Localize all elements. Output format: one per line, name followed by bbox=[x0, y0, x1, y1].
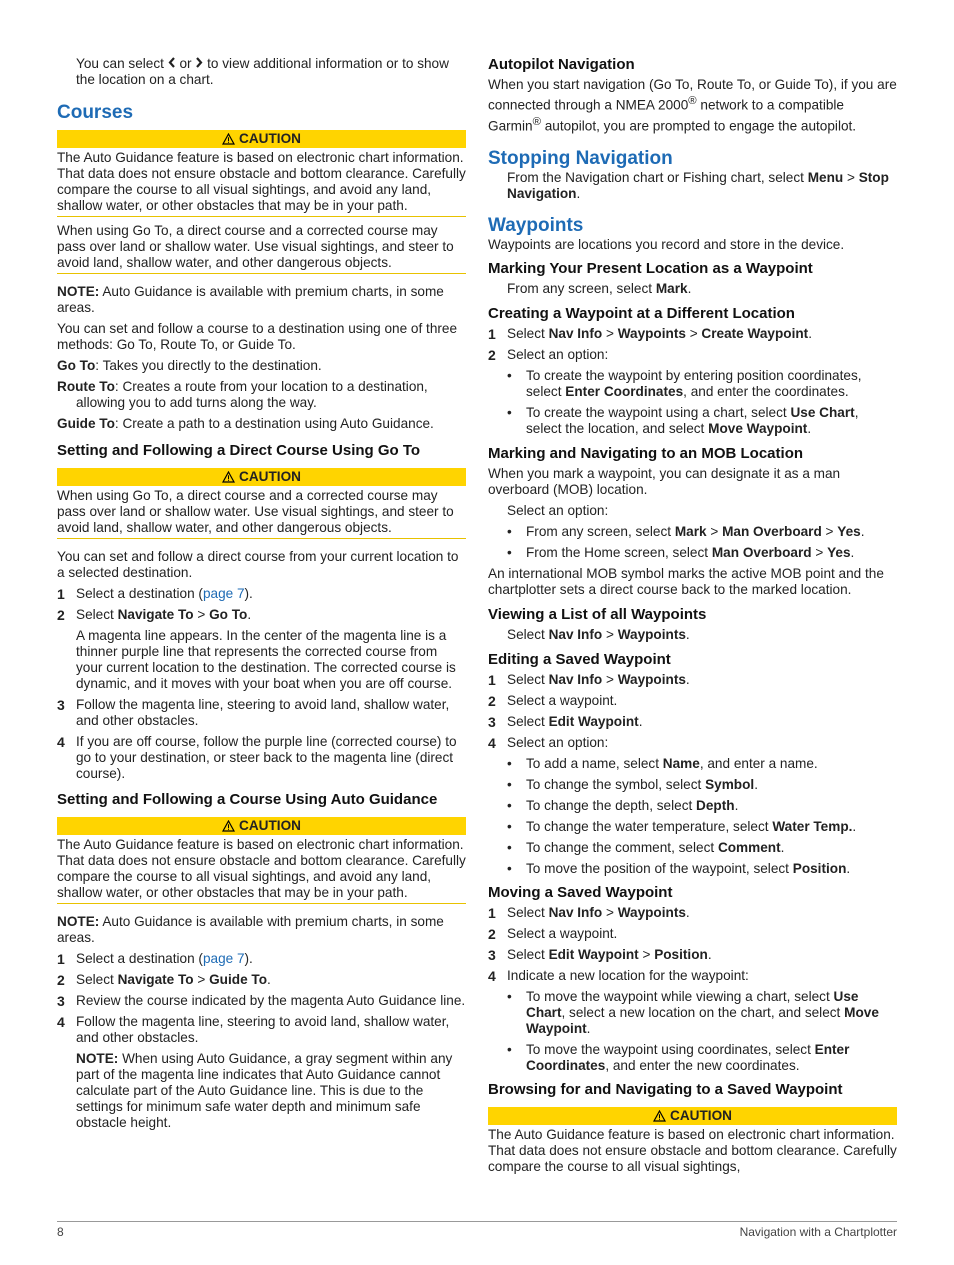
paragraph: Select an option: bbox=[507, 503, 609, 519]
left-column bbox=[57, 56, 466, 1136]
section-heading: Editing a Saved Waypoint bbox=[488, 651, 671, 669]
step: 2 Select Navigate To > Guide To. bbox=[57, 972, 271, 988]
paragraph: When you mark a waypoint, you can designate it as a man overboard (MOB) location. bbox=[488, 466, 841, 498]
definition-routeto: Route To: Creates a route from your location to a destination, allowing you to add turns along the way. bbox=[57, 379, 428, 410]
paragraph: Waypoints are locations you record and store in the device. bbox=[488, 237, 845, 253]
warning-triangle-icon bbox=[222, 131, 239, 146]
step: 1 Select Nav Info > Waypoints > Create Waypoint. bbox=[488, 326, 812, 343]
page-footer bbox=[57, 1221, 897, 1240]
note: NOTE: Auto Guidance is available with premium charts, in some areas. bbox=[57, 284, 444, 315]
chevron-left-icon bbox=[168, 56, 176, 71]
caution-text: The Auto Guidance feature is based on electronic chart information. That data does not ensure obstacle and bottom clearance. Carefully compare the course to all visual sightings, and avoid any land, shallow water, or other obstacles that may be in your path. bbox=[57, 150, 466, 217]
section-heading: Setting and Following a Course Using Auto Guidance bbox=[57, 791, 438, 808]
list-item: • To change the depth, select Depth. bbox=[507, 798, 739, 814]
paragraph: From any screen, select Mark. bbox=[507, 281, 692, 297]
step: 2 Select a waypoint. bbox=[488, 926, 618, 943]
caution-bar: CAUTION bbox=[488, 1107, 897, 1125]
intro-paragraph: You can select or to view additional information or to show the location on a chart. bbox=[76, 56, 449, 87]
section-heading: Browsing for and Navigating to a Saved Waypoint bbox=[488, 1081, 843, 1099]
list-item: • To change the symbol, select Symbol. bbox=[507, 777, 758, 793]
step: 2 Select an option: bbox=[488, 347, 609, 364]
page-number: 8 bbox=[57, 1225, 64, 1239]
paragraph: An international MOB symbol marks the active MOB point and the chartplotter sets a direct course back to the marked location. bbox=[488, 566, 884, 598]
page-link[interactable]: page 7 bbox=[202, 951, 245, 966]
paragraph: When you start navigation (Go To, Route To, or Guide To), if you are connected through a NMEA 2000® network to a compatible Garmin® autopilot, you are prompted to engage the autopilot. bbox=[488, 77, 897, 134]
page-link[interactable]: page 7 bbox=[202, 586, 245, 601]
section-heading: Moving a Saved Waypoint bbox=[488, 884, 673, 902]
waypoints-heading: Waypoints bbox=[488, 215, 584, 237]
list-item: • To add a name, select Name, and enter a name. bbox=[507, 756, 818, 772]
warning-triangle-icon bbox=[222, 469, 239, 484]
caution-bar: CAUTION bbox=[57, 130, 466, 148]
step: 1 Select Nav Info > Waypoints. bbox=[488, 905, 690, 922]
step: 3 Review the course indicated by the magenta Auto Guidance line. bbox=[57, 993, 466, 1009]
step: 3 Follow the magenta line, steering to avoid land, shallow water, and other obstacles. bbox=[57, 697, 450, 728]
step: 4 If you are off course, follow the purple line (corrected course) to go to your destination, or steer back to the magenta line (direct course). bbox=[57, 734, 457, 781]
list-item: • To change the water temperature, select Water Temp.. bbox=[507, 819, 857, 835]
section-heading: Autopilot Navigation bbox=[488, 56, 635, 73]
paragraph: From the Navigation chart or Fishing chart, select Menu > Stop Navigation. bbox=[507, 170, 889, 202]
chevron-right-icon bbox=[195, 56, 203, 71]
step: 4 Follow the magenta line, steering to avoid land, shallow water, and other obstacles. bbox=[57, 1014, 450, 1045]
methods-paragraph: You can set and follow a course to a destination using one of three methods: Go To, Route To, or Guide To. bbox=[57, 321, 458, 352]
step: 4 Select an option: bbox=[488, 735, 609, 752]
list-item: • From any screen, select Mark > Man Overboard > Yes. bbox=[507, 524, 865, 540]
caution-text: When using Go To, a direct course and a corrected course may pass over land or shallow water. Use visual sightings, and steer to avoid land, shallow water, and other dangerous objects. bbox=[57, 488, 466, 539]
warning-triangle-icon bbox=[222, 818, 239, 833]
step: 1 Select a destination (page 7). bbox=[57, 586, 253, 602]
list-item: • To create the waypoint by entering position coordinates, select Enter Coordinates, and enter the coordinates. bbox=[507, 368, 862, 400]
list-item: • From the Home screen, select Man Overboard > Yes. bbox=[507, 545, 855, 561]
step: 1 Select a destination (page 7). bbox=[57, 951, 253, 967]
section-heading: Setting and Following a Direct Course Using Go To bbox=[57, 442, 421, 459]
step: 3 Select Edit Waypoint > Position. bbox=[488, 947, 712, 964]
right-column bbox=[488, 56, 897, 1180]
step: 2 Select a waypoint. bbox=[488, 693, 618, 710]
step-description: A magenta line appears. In the center of the magenta line is a thinner purple line that represents the corrected course from your current location to the destination. The corrected course is dynamic, and it moves with your boat when you are off course. bbox=[76, 628, 456, 691]
caution-text: The Auto Guidance feature is based on electronic chart information. That data does not ensure obstacle and bottom clearance. Carefully compare the course to all visual sightings, bbox=[488, 1127, 897, 1175]
paragraph: Select Nav Info > Waypoints. bbox=[507, 627, 690, 643]
definition-goto: Go To: Takes you directly to the destination. bbox=[57, 358, 322, 373]
stopping-heading: Stopping Navigation bbox=[488, 148, 673, 170]
step: 3 Select Edit Waypoint. bbox=[488, 714, 643, 731]
footer-section-title: Navigation with a Chartplotter bbox=[739, 1225, 897, 1239]
caution-text: The Auto Guidance feature is based on electronic chart information. That data does not ensure obstacle and bottom clearance. Carefully compare the course to all visual sightings, and avoid any land, shallow water, or other obstacles that may be in your path. bbox=[57, 837, 466, 904]
step: 4 Indicate a new location for the waypoint: bbox=[488, 968, 749, 985]
courses-heading: Courses bbox=[57, 102, 134, 123]
warning-triangle-icon bbox=[653, 1108, 670, 1123]
section-heading: Viewing a List of all Waypoints bbox=[488, 606, 707, 624]
note: NOTE: Auto Guidance is available with premium charts, in some areas. bbox=[57, 914, 444, 945]
caution-text: When using Go To, a direct course and a corrected course may pass over land or shallow water. Use visual sightings, and steer to avoid land, shallow water, and other dangerous objects. bbox=[57, 223, 466, 274]
step: 1 Select Nav Info > Waypoints. bbox=[488, 672, 690, 689]
caution-bar: CAUTION bbox=[57, 817, 466, 835]
step-note: NOTE: When using Auto Guidance, a gray segment within any part of the magenta line indicates that Auto Guidance cannot calculate part of the Auto Guidance line. This is due to the settings for minimum safe water depth and minimum safe obstacle height. bbox=[76, 1051, 453, 1130]
list-item: • To move the waypoint using coordinates, select Enter Coordinates, and enter the new coordinates. bbox=[507, 1042, 850, 1074]
step: 2 Select Navigate To > Go To. bbox=[57, 607, 252, 623]
section-heading: Marking Your Present Location as a Waypoint bbox=[488, 260, 813, 278]
caution-bar: CAUTION bbox=[57, 468, 466, 486]
list-item: • To change the comment, select Comment. bbox=[507, 840, 785, 856]
section-heading: Marking and Navigating to an MOB Location bbox=[488, 445, 804, 463]
definition-guideto: Guide To: Create a path to a destination using Auto Guidance. bbox=[57, 416, 434, 431]
list-item: • To create the waypoint using a chart, select Use Chart, select the location, and select Move Waypoint. bbox=[507, 405, 859, 437]
list-item: • To move the waypoint while viewing a chart, select Use Chart, select a new location on the chart, and select Move Waypoint. bbox=[507, 989, 879, 1037]
paragraph: You can set and follow a direct course from your current location to a selected destination. bbox=[57, 549, 459, 580]
list-item: • To move the position of the waypoint, select Position. bbox=[507, 861, 851, 877]
section-heading: Creating a Waypoint at a Different Location bbox=[488, 305, 795, 323]
